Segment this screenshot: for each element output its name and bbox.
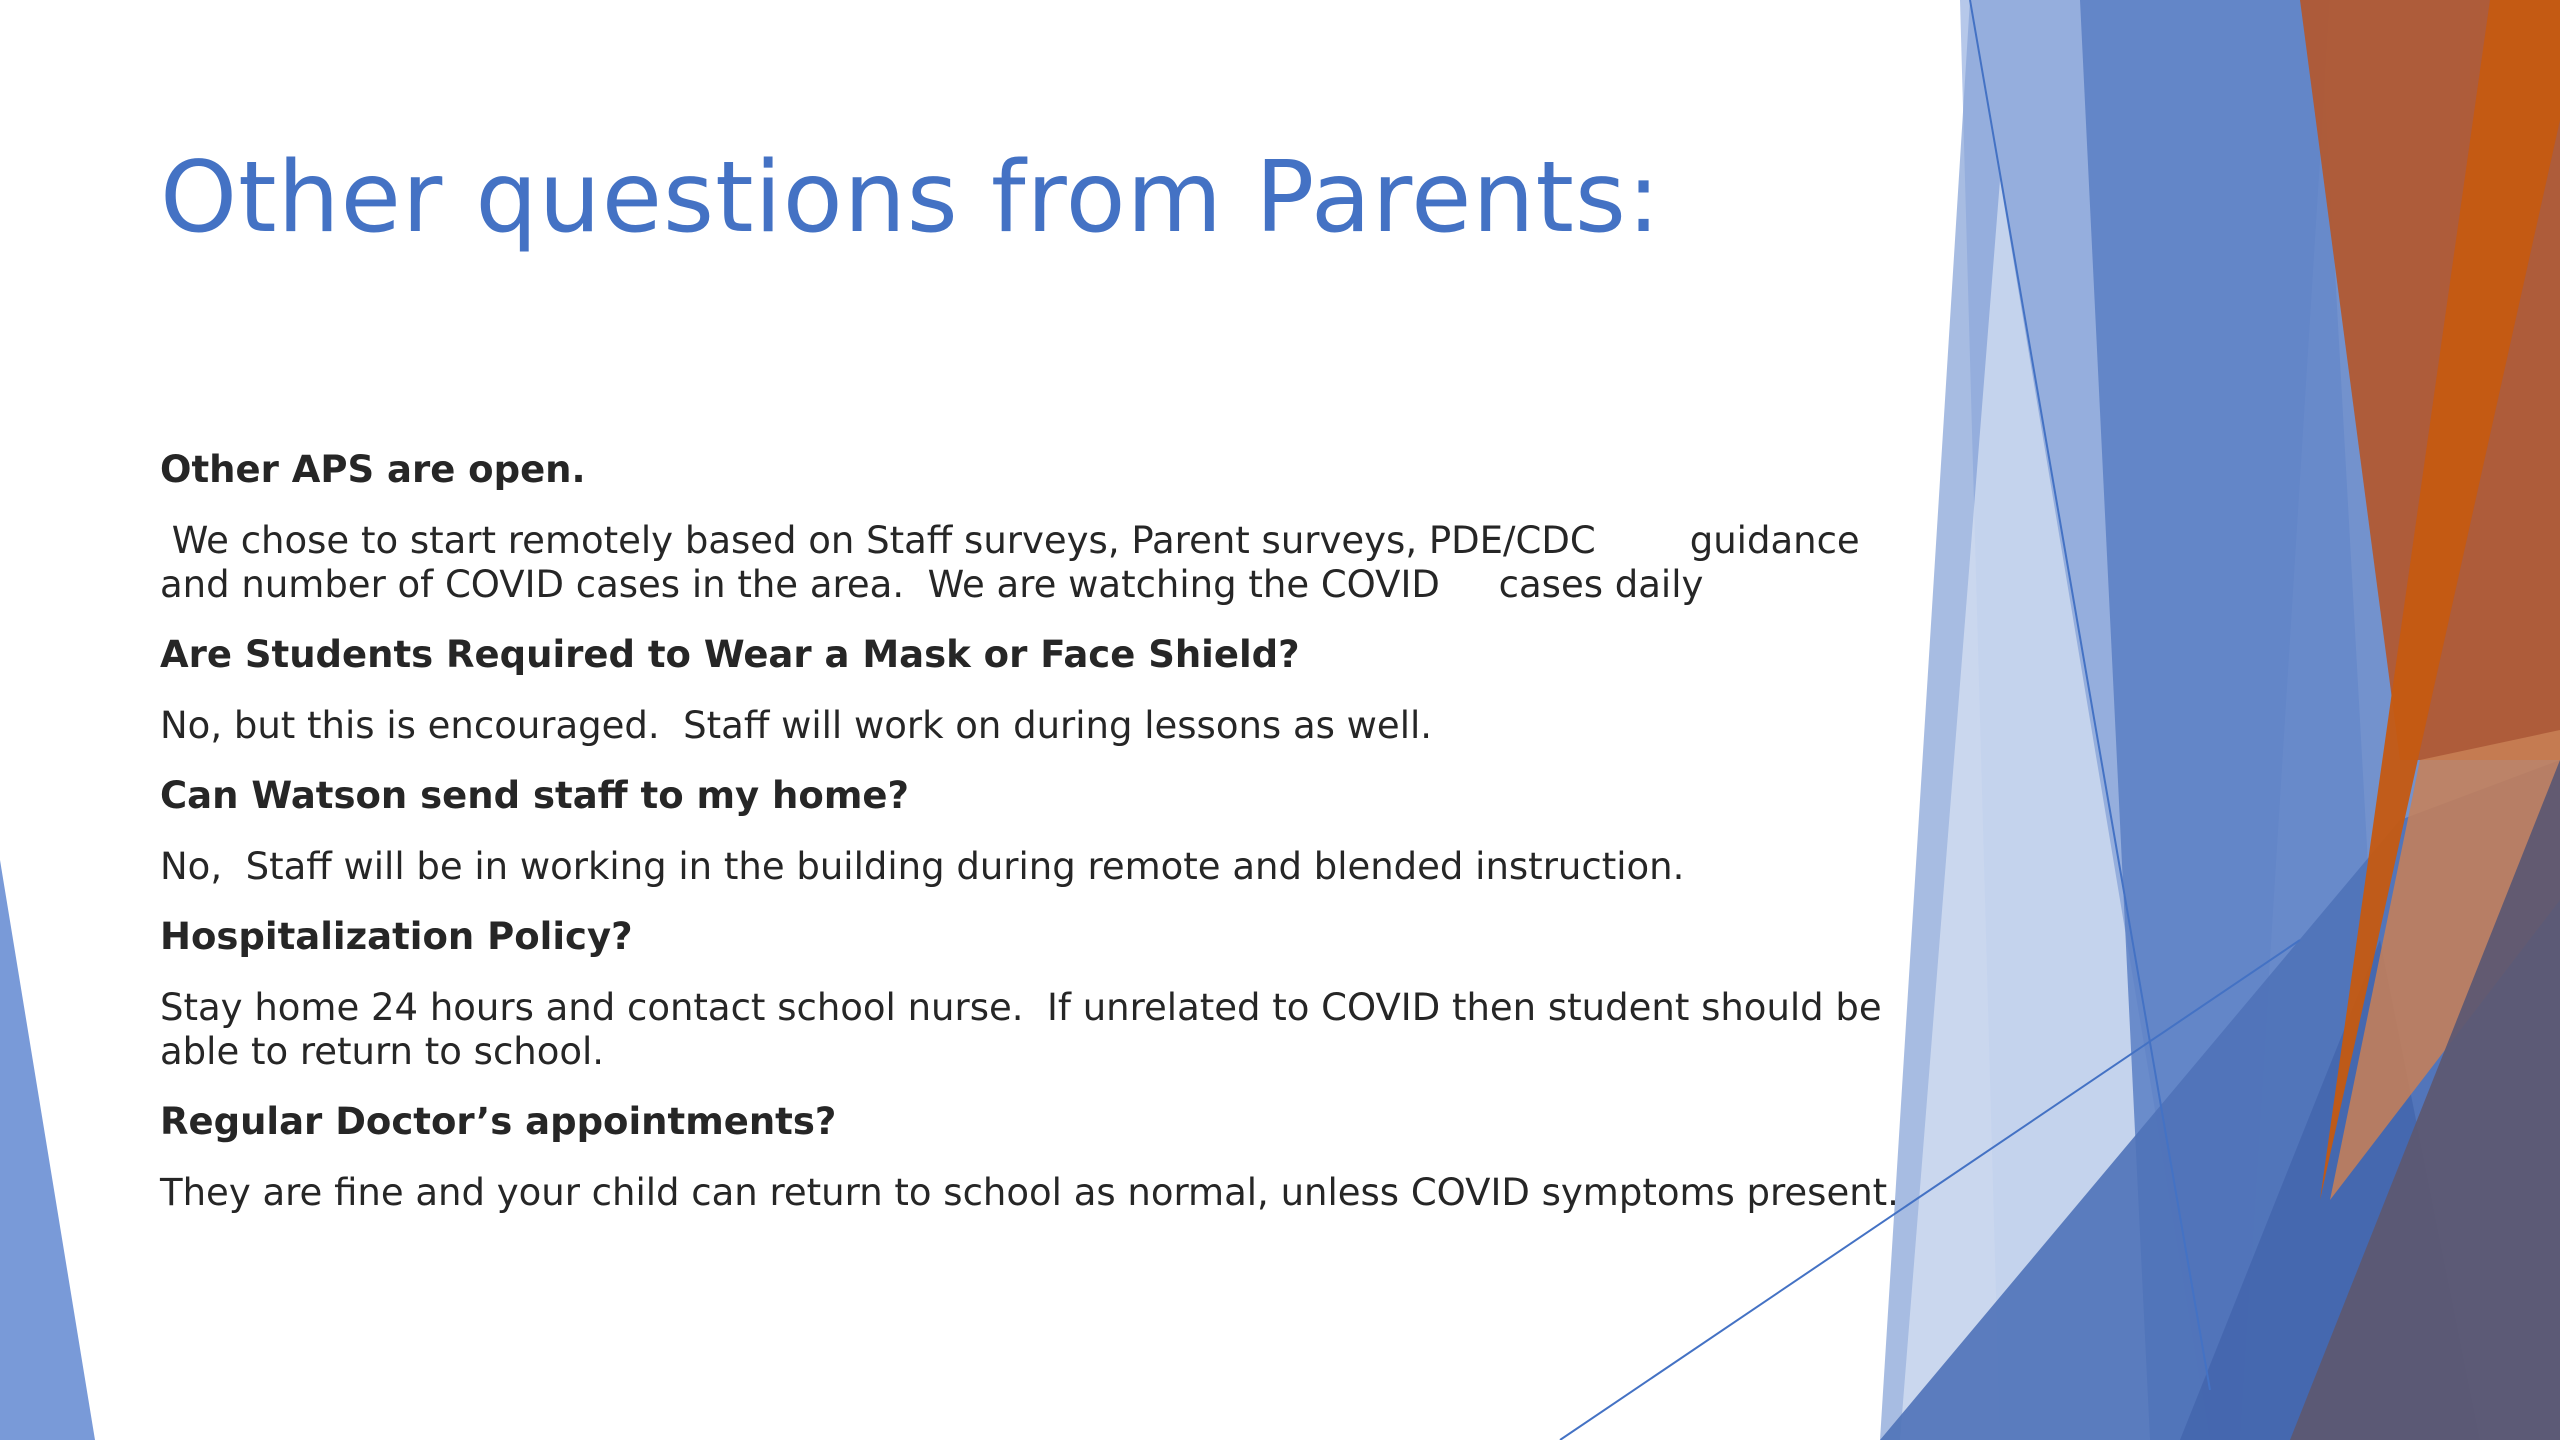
qa-list [160,448,1920,1241]
question-4: Hospitalization Policy? [160,915,633,958]
question-1: Other APS are open. [160,448,586,491]
answer-3: No, Staff will be in working in the building during remote and blended instruction. [160,845,1685,888]
answer-5: They are fine and your child can return to school as normal, unless COVID symptoms present. [160,1171,1899,1214]
question-5: Regular Doctor’s appointments? [160,1100,837,1143]
page-title: Other questions from Parents: [160,141,1662,255]
answer-2: No, but this is encouraged. Staff will work on during lessons as well. [160,704,1433,747]
answer-4: Stay home 24 hours and contact school nurse. If unrelated to COVID then student should be able to return to school. [160,986,1894,1073]
question-3: Can Watson send staff to my home? [160,774,909,817]
left-blue-facet [0,860,95,1440]
question-2: Are Students Required to Wear a Mask or Face Shield? [160,633,1300,676]
answer-1: We chose to start remotely based on Staff surveys, Parent surveys, PDE/CDC guidance and number of COVID cases in the area. We are watching the COVID cases daily [160,519,1872,606]
